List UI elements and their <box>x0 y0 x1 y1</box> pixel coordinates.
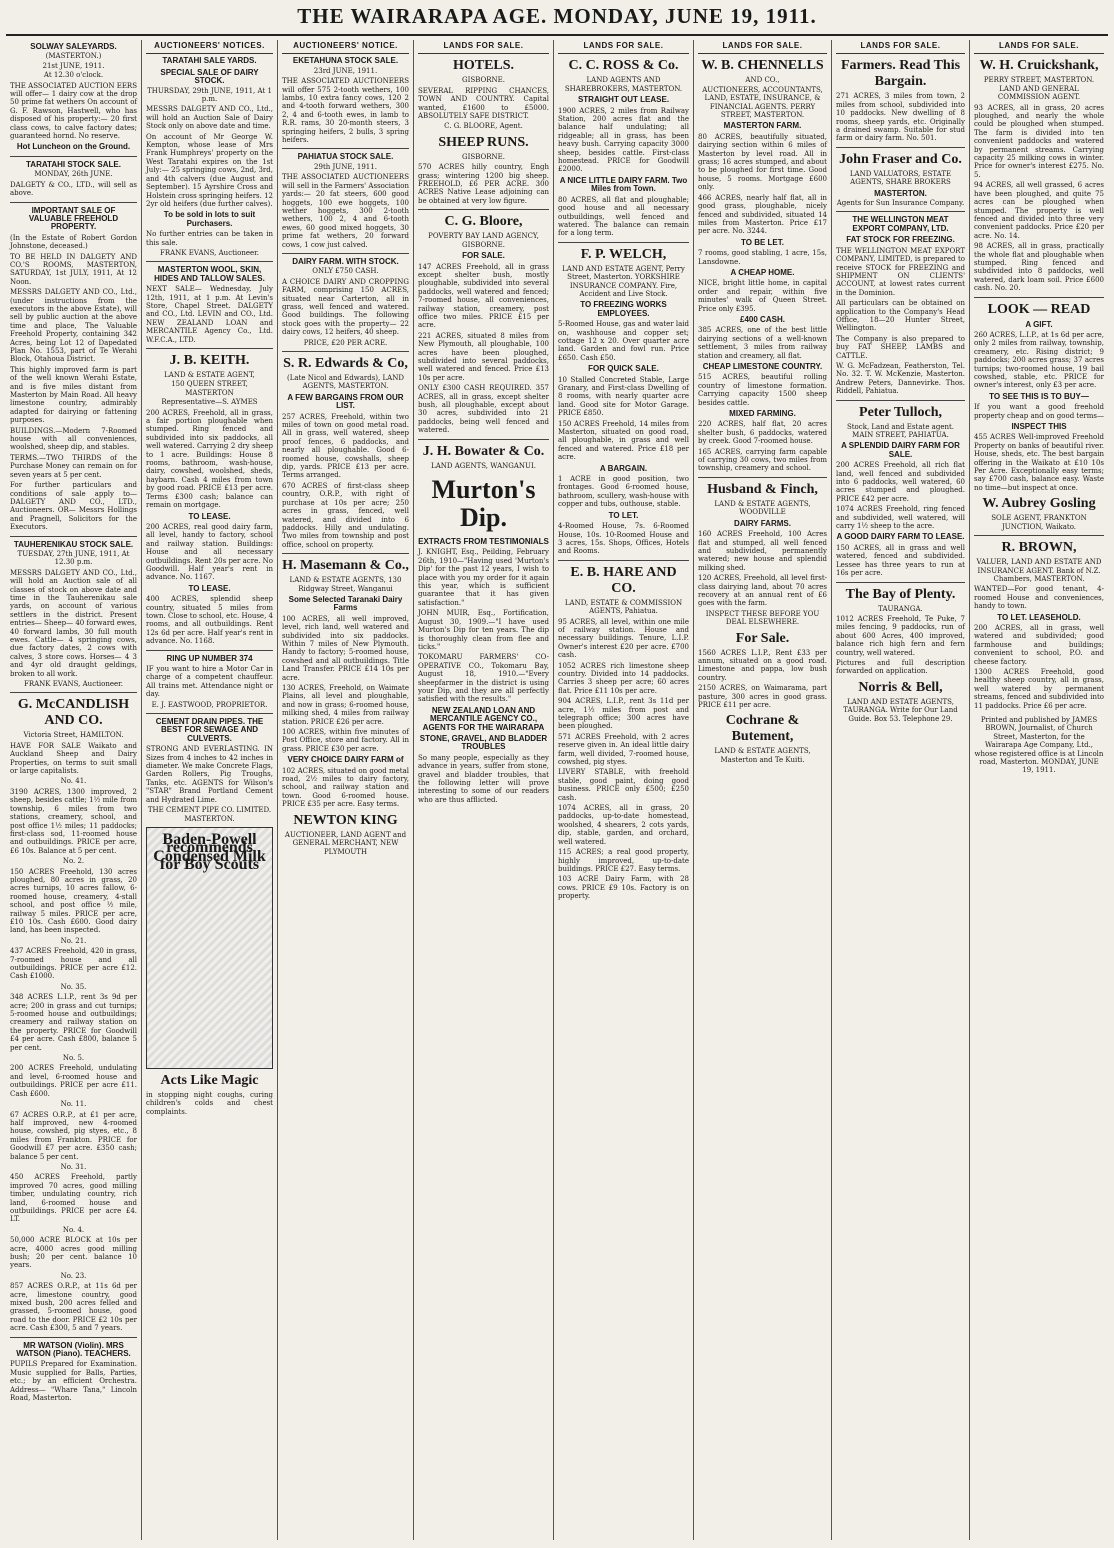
section-heading: A GIFT. <box>1025 319 1053 329</box>
body-paragraph: 200 ACRES, all in grass, well watered and subdivided; good farmhouse and buildings; convenient to school, P.O. and cheese factory. <box>974 623 1104 666</box>
column-header: LANDS FOR SALE. <box>698 40 827 54</box>
divider <box>146 261 273 262</box>
section-heading: MASTERTON FARM. <box>723 121 802 131</box>
illustration-caption: Baden-Powell recommends Condensed Milk for Boy Scouts <box>153 830 266 874</box>
divider <box>836 147 965 148</box>
section-heading: IMPORTANT SALE OF VALUABLE FREEHOLD PROPERTY. <box>28 205 119 232</box>
body-paragraph: in stopping night coughs, curing children's colds and chest complaints. <box>146 1090 273 1116</box>
column-6 <box>694 40 832 1540</box>
subheading: No. 41. <box>60 777 87 786</box>
column-5 <box>554 40 694 1540</box>
section-heading: TO FREEZING WORKS EMPLOYEES. <box>580 300 667 318</box>
advertiser-name: John Fraser and Co. <box>839 151 962 167</box>
body-paragraph: ONLY £300 CASH REQUIRED. 357 ACRES, all in grass, except shelter bush, all ploughable, except about 30 acres, subdivided into 21 paddocks, being well fenced and watered. <box>418 384 549 435</box>
subheading: LAND & ESTATE AGENTS, WOODVILLE <box>714 499 811 517</box>
section-heading: Hot Luncheon on the Ground. <box>16 142 131 152</box>
divider <box>282 253 409 254</box>
body-paragraph: 3190 ACRES, 1300 improved, 2 sheep, besides cattle; 1½ mile from township, 6 miles from two stations, creamery, school, and post office 1½ miles; 11 paddocks; first-class sod, 11-roomed house and outbuildings. PRICE per acre, £6 10s. Balance at 5 per cent. <box>10 787 137 855</box>
section-heading: TO BE LET. <box>741 237 784 247</box>
body-paragraph: 50,000 ACRE BLOCK at 10s per acre, 4000 acres good milling bush; 20 per cent. balance 10 years. <box>10 1236 137 1270</box>
section-heading: TO SEE THIS IS TO BUY— <box>989 391 1089 401</box>
column-4 <box>414 40 554 1540</box>
body-paragraph: 150 ACRES, all in grass and well watered, fenced and subdivided. Lessee has three years to run at 16s per acre. <box>836 543 965 578</box>
section-heading: MASTERTON. <box>874 188 927 198</box>
body-paragraph: 348 ACRES L.I.P., rent 3s 9d per acre; 200 in grass and cut turnips; 5-roomed house and outbuildings; creamery and railway station on the property. PRICE for Goodwill £4 per acre. Cash £800, balance 5 per cent. <box>10 993 137 1052</box>
subheading: No. 21. <box>60 936 87 945</box>
subheading: TUESDAY, 27th JUNE, 1911, At 12.30 p.m. <box>17 549 130 567</box>
body-paragraph: DALGETY & CO., LTD., will sell as above. <box>10 180 137 198</box>
section-heading: MIXED FARMING. <box>729 409 796 419</box>
body-paragraph: Pictures and full description forwarded on application. <box>836 658 965 676</box>
subheading: VALUER, LAND AND ESTATE AND INSURANCE AGENT. Bank of N.Z. Chambers, MASTERTON. <box>976 558 1102 583</box>
body-paragraph: 1074 ACRES, all in grass, 20 paddocks, up-to-date homestead, woolshed, 4 shearers, 2 cots yards, dip, stable, garden, and orchard, well watered. <box>558 804 689 846</box>
divider <box>418 439 549 440</box>
subheading: INSPECT THESE BEFORE YOU DEAL ELSEWHERE. <box>705 609 820 627</box>
subheading: C. G. BLOORE, Agent. <box>444 122 523 131</box>
section-heading: TO LET. <box>608 510 639 520</box>
subheading: No. 31. <box>60 1162 87 1171</box>
body-paragraph: 200 ACRES, real good dairy farm, all level, handy to factory, school and railway station. Buildings: House and all necessary outbuildings. Rent 20s per acre. No Goodwill. Half year's rent in advance. No. 1167. <box>146 522 274 582</box>
body-paragraph: LIVERY STABLE, with freehold stable, good paint, doing good business. PRICE only £500; £250 cash. <box>558 768 689 802</box>
masthead: THE WAIRARAPA AGE. MONDAY, JUNE 19, 1911. <box>297 4 817 28</box>
body-paragraph: 80 ACRES, beautifully situated, dairying section within 6 miles of Masterton by level road. All in grass; 16 acres stumped, and about to be ploughed for first time. Good house, 5 rooms. Mortgage £600 only. <box>698 132 827 192</box>
divider <box>836 211 965 212</box>
advertiser-name: SHEEP RUNS. <box>438 134 529 150</box>
advertiser-name: Peter Tulloch, <box>859 404 942 420</box>
section-heading: TO LEASE. <box>188 511 231 521</box>
column-header: LANDS FOR SALE. <box>558 40 689 54</box>
column-3 <box>278 40 414 1540</box>
advertiser-name: LOOK — READ <box>987 301 1091 317</box>
subheading: LAND, ESTATE & COMMISSION AGENTS, Pahiatua. <box>564 598 683 616</box>
section-heading: A GOOD DAIRY FARM TO LEASE. <box>836 532 965 542</box>
body-paragraph: THE ASSOCIATED AUCTIONEERS will offer 575 2-tooth wethers, 100 lambs, 10 extra fancy cows, 120 2 and 4-tooth forward wethers, 300 2, 4 and 6-tooth ewes, in lamb to R.R. rams, 30 20-month steers, 3 springing heifers, 2 bulls, 3 spring heifers. <box>282 77 409 145</box>
section-heading: FAT STOCK FOR FREEZING. <box>846 235 955 245</box>
body-paragraph: So many people, especially as they advance in years, suffer from stone, gravel and bladder troubles, that the following letter will prove interesting to some of our readers who are thus afflicted. <box>418 753 549 804</box>
subheading: GISBORNE. <box>462 152 505 161</box>
body-paragraph: 1300 ACRES Freehold, good healthy sheep country, all in grass, well watered by permanent streams, fenced and subdivided into 11 paddocks. Price £6 per acre. <box>974 667 1104 710</box>
body-paragraph: 93 ACRES, all in grass, 20 acres ploughed, and nearly the whole could be ploughed when stumped. The farm is divided into ten convenient paddocks and watered by permanent streams. Carrying capacity 25 milking cows in winter. Price for owner's interest £275. No. 5. <box>974 103 1104 179</box>
body-paragraph: PUPILS Prepared for Examination. Music supplied for Balls, Parties, etc.; by an efficient Orchestra. Address— "Whare Tana," Lincoln Road, Masterton. <box>10 1360 137 1403</box>
section-heading: TO LET. LEASEHOLD. <box>997 612 1081 622</box>
divider <box>146 650 273 651</box>
advertiser-name: W. H. Cruickshank, <box>979 58 1099 74</box>
divider <box>974 535 1104 536</box>
advertiser-name: C. C. ROSS & Co. <box>568 58 679 74</box>
section-heading: TARATAHI SALE YARDS. <box>162 56 257 66</box>
body-paragraph: 4-Roomed House, 7s. 6-Roomed House, 10s. 10-Roomed House and 3 acres, 15s. Shops, Offices, Hotels and Rooms. <box>558 522 689 556</box>
divider <box>418 209 549 210</box>
section-heading: SPECIAL SALE OF DAIRY STOCK. <box>160 67 259 86</box>
body-paragraph: 10 Stalled Concreted Stable, Large Granary, and First-class Dwelling of 8 rooms, with nearly quarter acre land. Good site for Motor Garage. PRICE £850. <box>558 375 689 418</box>
section-heading: SOLWAY SALEYARDS. <box>30 42 117 51</box>
column-header: AUCTIONEERS' NOTICES. <box>146 40 273 54</box>
subheading: 23rd JUNE, 1911. <box>313 66 378 75</box>
advertiser-name: H. Masemann & Co., <box>282 558 409 574</box>
column-header: LANDS FOR SALE. <box>418 40 549 54</box>
section-heading: A BARGAIN. <box>599 463 648 473</box>
body-paragraph: SEVERAL RIPPING CHANCES, TOWN AND COUNTRY. Capital wanted, £1600 to £5000. ABSOLUTELY SAFE DISTRICT. <box>418 86 549 121</box>
body-paragraph: For further particulars and conditions of sale apply to— DALGETY AND CO., LTD., Auctioneers. OR— Messrs Hollings and Pragnell, Solicitors for the Executors. <box>10 481 137 532</box>
body-paragraph: If you want a good freehold property cheap and on good terms— <box>974 403 1104 420</box>
section-heading: DAIRY FARM. WITH STOCK. <box>292 256 399 266</box>
divider <box>974 297 1104 298</box>
body-paragraph: (In the Estate of Robert Gordon Johnstone, deceased.) <box>10 233 137 251</box>
body-paragraph: 100 ACRES, all well improved, level, rich land, well watered and subdivided into six paddocks. Within 7 miles of New Plymouth. Handy to factory; 5-roomed house, cowshed and all outbuildings. Title Land Transfer. PRICE £14 10s per acre. <box>282 614 409 682</box>
subheading: THE CEMENT PIPE CO. LIMITED. MASTERTON. <box>147 806 272 823</box>
section-heading: A CHEAP HOME. <box>730 267 795 277</box>
display-headline: Murton's Dip. <box>431 475 536 533</box>
advertiser-name: Norris & Bell, <box>858 679 943 695</box>
body-paragraph: NICE, bright little home, in capital order and repair, within five minutes' walk of Queen Street. Price only £395. <box>698 279 827 313</box>
body-paragraph: 150 ACRES Freehold, 130 acres ploughed, 80 acres in grass, 20 acres turnips, 10 acres fallow, 6-roomed house, creamery, 4-stall school, and post office ½ mile, railway 5 miles. PRICE per acre, £10 10s. Cash £600. Good dairy land, has been inspected. <box>10 867 137 935</box>
body-paragraph: W. G. McFadzean, Featherston, Tel. No. 32. T. W. McKenzie, Masterton. Andrew Peters, Dannevirke. Thos. Riddell, Pahiatua. <box>836 361 965 396</box>
body-paragraph: 103 ACRE Dairy Farm, with 28 cows. PRICE £9 10s. Factory is on property. <box>558 875 689 901</box>
body-paragraph: 115 ACRES; a real good property, highly improved, up-to-date buildings. PRICE £27. Easy terms. <box>558 848 689 873</box>
divider <box>10 202 137 203</box>
subheading: FRANK EVANS, Auctioneer. <box>24 680 123 689</box>
section-heading: THE WELLINGTON MEAT EXPORT COMPANY, LTD. <box>852 215 949 233</box>
body-paragraph: 450 ACRES Freehold, partly improved 70 acres, good milling timber, undulating country, rich land, 6-roomed house and outbuildings. PRICE per acre £4. LT. <box>10 1173 137 1224</box>
advertiser-name: Farmers. Read This Bargain. <box>840 58 961 90</box>
body-paragraph: 221 ACRES, situated 8 miles from New Plymouth, all ploughable, 100 acres have been ploughed, subdivided into several paddocks, well watered and fenced. Price £13 10s per acre. <box>418 331 549 382</box>
body-paragraph: 220 ACRES, half flat, 20 acres shelter bush, 6 paddocks, watered by creek. Good 7-roomed house. <box>698 420 827 446</box>
subheading: (Late Nicol and Edwards), LAND AGENTS, MASTERTON. <box>287 374 404 391</box>
section-heading: A NICE LITTLE DAIRY FARM. Two Miles from Town. <box>559 175 688 194</box>
imprint: Printed and published by JAMES BROWN, Journalist, of Church Street, Masterton, for the Wairarapa Age Company, Ltd., whose registered office is at Lincoln road, Masterton. MONDAY, JUNE 19, 1911. <box>974 716 1104 775</box>
body-paragraph: 1560 ACRES L.I.P., Rent £33 per annum, situated on a good road. Limestone and pappa, low bush country. <box>698 648 827 682</box>
body-paragraph: 102 ACRES, situated on good metal road, 2½ miles to dairy factory, school, and railway station and town. Good 6-roomed house. PRICE £35 per acre. Easy terms. <box>282 766 409 809</box>
body-paragraph: 160 ACRES Freehold, 100 Acres flat and stumped, all well fenced and subdivided, permanently watered; new house and splendid milking shed. <box>698 530 827 572</box>
body-paragraph: 5-Roomed House, gas and water laid on, washhouse and copper set; cottage 12 x 20. Over quarter acre land. Garden and fowl run. Price £650. Cash £50. <box>558 320 689 362</box>
advertiser-name: Acts Like Magic <box>160 1072 259 1088</box>
subheading: SOLE AGENT, FRANKTON JUNCTION, Waikato. <box>991 514 1087 531</box>
body-paragraph: 98 ACRES, all in grass, practically the whole flat and ploughable when stumped. Ring fenced and subdivided into 8 paddocks, well watered, dark loam soil. Price £600 cash. No. 20. <box>974 242 1104 293</box>
body-paragraph: TO BE HELD IN DALGETY AND CO.'S ROOMS, MASTERTON, SATURDAY, 1st JULY, 1911, At 12 Noon. <box>10 252 137 286</box>
section-heading: TARATAHI STOCK SALE. <box>26 159 121 169</box>
section-heading: EKETAHUNA STOCK SALE. <box>292 56 399 66</box>
body-paragraph: THE ASSOCIATED AUCTION EERS will offer— 1 dairy cow at the drop 50 prime fat wethers On account of G. F. Rawson, Hastwell, who has disposed of his property:— 20 first class cows, to calve factory dates; guaranteed hornd. No reserve. <box>10 81 137 141</box>
body-paragraph: All particulars can be obtained on application to the Company's Head Office, 18—20 Hunter Street, Wellington. <box>836 299 965 333</box>
body-paragraph: IF you want to hire a Motor Car in charge of a competent chauffeur. All trains met. Attendance night or day. <box>146 665 273 699</box>
body-paragraph: MESSRS DALGETY AND CO., Ltd., will hold an Auction sale of all classes of stock on above date and time in the Tauherenikau sale yards, on account of various settlers in the district. Present entries— Sheep— 40 forward ewes, 40 forward lambs, 30 full mouth ewes. Cattle— 4 springing cows, due factory dates, 2 cows with calves, 3 store cows. Horses— 4 3 and 4yr old draught geldings, broken to all work. <box>10 568 137 678</box>
divider <box>146 348 273 349</box>
column-8 <box>970 40 1108 1540</box>
divider <box>10 1337 137 1338</box>
subheading: THURSDAY, 29th JUNE, 1911, At 1 p.m. <box>147 86 272 104</box>
body-paragraph: BUILDINGS.—Modern 7-Roomed house with all conveniences, woolshed, sheep dip, and stables. <box>10 426 137 452</box>
body-paragraph: WANTED—For good tenant, 4-roomed House and conveniences, handy to town. <box>974 585 1104 611</box>
body-paragraph: 257 ACRES, Freehold, within two miles of town on good metal road. All in grass, well watered, sheep proof fences, 6 paddocks, and nearly all ploughable. Good 6-roomed house, cowshalls, sheep dip, yards. PRICE £13 per acre. Terms arranged. <box>282 412 409 480</box>
advertiser-name: The Bay of Plenty. <box>845 586 956 602</box>
section-heading: PAHIATUA STOCK SALE. <box>297 152 394 162</box>
column-header: AUCTIONEERS' NOTICE. <box>282 40 409 54</box>
subheading: LAND & ESTATE AGENT, <box>164 371 255 379</box>
section-heading: CEMENT DRAIN PIPES. THE BEST FOR SEWAGE AND CULVERTS. <box>155 717 264 743</box>
divider <box>282 351 409 352</box>
body-paragraph: 571 ACRES Freehold, with 2 acres reserve given in. An ideal little dairy farm, well divided, 7-roomed house, cowshed, pig styes. <box>558 732 689 767</box>
body-paragraph: 466 ACRES, nearly half flat, all in good grass, ploughable, nicely fenced and subdivided, situated 14 miles from Masterton. Price £17 per acre. No. 3244. <box>698 193 827 236</box>
body-paragraph: 130 ACRES, Freehold, on Waimate Plains, all level and ploughable, and now in grass; 6-roomed house, milking shed, 4 miles from railway station. PRICE £26 per acre. <box>282 684 409 726</box>
section-heading: TO LEASE. <box>188 583 231 593</box>
advertiser-name: Cochrane & Butement, <box>725 713 800 745</box>
body-paragraph: 455 ACRES Well-improved Freehold Property on banks of beautiful river. House, sheds, etc. The best bargain offering in the Waikato at £10 10s Per Acre. Exceptionally easy terms; say £700 cash, balance easy. Waste no time—but inspect at once. <box>974 433 1104 492</box>
subheading: MONDAY, 26th JUNE. <box>34 170 113 179</box>
body-paragraph: This highly improved farm is part of the well known Werahi Estate, and is five miles distant from Masterton by Main Road. All heavy limestone country, admirably adapted for dairying or fattening purposes. <box>10 365 137 425</box>
subheading: E. J. EASTWOOD, PROPRIETOR. <box>151 700 268 709</box>
body-paragraph: 260 ACRES, L.I.P., at 1s 6d per acre, only 2 miles from railway, township, creamery, etc. Rising district; 9 paddocks; 200 acres grass; 37 acres turnips; two-roomed house, 19 bail cowshed, stable, etc. PRICE for owner's interest, only £3 per acre. <box>974 330 1104 390</box>
body-paragraph: 94 ACRES, all well grassed, 6 acres have been ploughed, and quite 75 acres can be ploughed when stumped. The property is well fenced and divided into three very convenient paddocks. Price £20 per acre. No. 14. <box>974 181 1104 240</box>
body-paragraph: On account of Mr George W. Kempton, whose lease of Mrs Frank Humphreys' property on the West Taratahi expires on the 1st July:— 25 springing cows, 2nd, 3rd, and 4th calvers (due August and September). 15 Ayrshire Cross and Holstein cross springing heifers. 12 2yr old heifers (due further calves). <box>146 132 273 208</box>
body-paragraph: 857 ACRES O.R.P., at 11s 6d per acre, limestone country, good mixed bush, 200 acres felled and grassed, 5-roomed house, good road to the door. PRICE £2 10s per acre. Cash £300, 5 and 7 years. <box>10 1282 137 1333</box>
subheading: No. 4. <box>62 1225 85 1234</box>
subheading: AUCTIONEER, LAND AGENT and GENERAL MERCHANT, NEW PLYMOUTH <box>284 830 407 856</box>
divider <box>146 713 273 714</box>
advertiser-name: HOTELS. <box>452 58 515 74</box>
newspaper-columns <box>6 40 1108 1540</box>
subheading: LAND & ESTATE AGENTS, 130 Ridgway Street, Wanganui <box>289 576 402 593</box>
body-paragraph: 1052 ACRES rich limestone sheep country. Divided into 14 paddocks. Carries 3 sheep per acre; 60 acres flat. Price £11 10s per acre. <box>558 661 689 695</box>
body-paragraph: 670 ACRES of first-class sheep country, O.R.P., with right of purchase at 10s per acre; 250 acres in grass, fenced, well watered, and divided into 6 paddocks. Hilly and undulating. Two miles from township and post office, school on property. <box>282 481 409 549</box>
subheading: LAND & ESTATE AGENTS, Masterton and Te Kuiti. <box>714 747 811 764</box>
body-paragraph: HAVE FOR SALE Waikato and Auckland Sheep and Dairy Properties, on terms to suit small or large capitalists. <box>10 741 137 776</box>
subheading: FRANK EVANS, Auctioneer. <box>160 248 259 257</box>
subheading: Victoria Street, HAMILTON. <box>23 731 124 740</box>
divider <box>282 148 409 149</box>
subheading: LAND VALUATORS, ESTATE AGENTS, SHARE BROKERS <box>849 169 952 187</box>
section-heading: To be sold in lots to suit Purchasers. <box>163 210 256 228</box>
advertiser-name: For Sale. <box>735 630 790 646</box>
body-paragraph: 95 ACRES, all level, within one mile of railway station. House and necessary buildings. Tenure, L.I.P. Owner's interest £20 per acre. £700 cash. <box>558 617 689 660</box>
body-paragraph: MESSRS DALGETY AND CO., Ltd., (under instructions from the executors in the above Estate), will sell by public auction at the above time and place, The Valuable Freehold Property, containing 342 Acres, being Lot 12 of Dapedated Plan No. 1553, part of Te Werahi Block, Otahoua District. <box>10 288 137 364</box>
section-heading: RING UP NUMBER 374 <box>166 653 253 663</box>
body-paragraph: 1012 ACRES Freehold, Te Puke, 7 miles fencing, 9 paddocks, run of about 600 Acres, 400 improved, balance rich high fern and fern country, well watered. <box>836 614 965 657</box>
section-heading: A SPLENDID DAIRY FARM FOR SALE. <box>841 441 960 459</box>
body-paragraph: THE WELLINGTON MEAT EXPORT COMPANY, LIMITED, is prepared to receive STOCK for FREEZING and SHIPMENT ON CLIENTS' ACCOUNT, at lowest rates current in the Dominion. <box>836 246 965 297</box>
body-paragraph: THE ASSOCIATED AUCTIONEERS will sell in the Farmers' Association yards:— 20 fat steers, 600 good hoggets, 100 ewe hoggets, 100 wether hoggets, 300 2-tooth wethers, 100 2, 4 and 6-tooth ewes, 60 good mixed hoggets, 30 prime fat wethers, 20 forward cows, 1 cow just calved. <box>282 173 409 249</box>
body-paragraph: 1900 ACRES, 2 miles from Railway Station, 200 acres flat and the balance half undulating; all ridgeable; all in grass, has been heavy bush. Carrying capacity 3000 sheep, besides cattle. First-class homestead. PRICE for Goodwill £2000. <box>558 106 689 174</box>
section-heading: A FEW BARGAINS FROM OUR LIST. <box>287 392 404 411</box>
advertiser-name: Husband & Finch, <box>707 481 818 497</box>
section-heading: FOR SALE. <box>462 251 505 261</box>
body-paragraph: TERMS.—TWO THIRDS of the Purchase Money can remain on for seven years at 5 per cent. <box>10 453 137 479</box>
body-paragraph: The Company is also prepared to buy FAT SHEEP, LAMBS and CATTLE. <box>836 334 965 360</box>
body-paragraph: 1 ACRE in good position, two frontages. Good 6-roomed house, bathroom, scullery, wash-house with copper and tubs, outhouse, stable. <box>558 475 689 509</box>
subheading: Agents for Sun Insurance Company. <box>836 199 965 208</box>
subheading: No. 11. <box>60 1100 87 1109</box>
body-paragraph: 120 ACRES, Freehold, all level first-class dairying land, about 70 acres recovery at an annual rent of £6 goes with the farm. <box>698 574 827 608</box>
section-heading: INSPECT THIS <box>1011 422 1067 432</box>
section-heading: MR WATSON (Violin). MRS WATSON (Piano). TEACHERS. <box>16 1340 131 1359</box>
body-paragraph: NEXT SALE— Wednesday, July 12th, 1911, at 1 p.m. At Levin's Store, Chapel Street. DALGETY and CO., Ltd. LEVIN and CO., Ltd. NEW ZEALAND LOAN and MERCANTILE Agency Co., Ltd. W.F.C.A., LTD. <box>146 285 273 344</box>
subheading: 150 QUEEN STREET, MASTERTON <box>171 380 248 397</box>
divider <box>558 560 689 561</box>
subheading: AUCTIONEERS, ACCOUNTANTS, LAND, ESTATE, INSURANCE, & FINANCIAL AGENTS. PERRY STREET, MASTERTON. <box>702 85 823 120</box>
body-paragraph: 67 ACRES O.R.P., at £1 per acre, half improved, new 4-roomed house, cowshed, pig styes, etc., 8 miles from Frankton. PRICE for Goodwill £7 per acre. £350 cash; balance 5 per cent. <box>10 1110 137 1161</box>
advertiser-name: F. P. WELCH, <box>580 246 667 262</box>
body-paragraph: 2150 ACRES, on Waimarama, part pasture, 300 acres in good grass. PRICE £11 per acre. <box>698 684 827 709</box>
body-paragraph: STRONG AND EVERLASTING. IN Sizes from 4 inches to 42 inches in diameter. We make Concrete Flags, Garden Rollers, Pig Troughs, Tanks, etc. AGENTS for Wilson's "STAR" Brand Portland Cement and Hydrated Lime. <box>146 745 273 804</box>
advertiser-name: S. R. Edwards & Co, <box>283 356 408 371</box>
subheading: POVERTY BAY LAND AGENCY, GISBORNE. <box>428 232 539 249</box>
body-paragraph: 570 ACRES hilly country, Engh grass; wintering 1200 big sheep. FREEHOLD, £6 PER ACRE. 300 ACRES Native Lease adjoining can be obtained at very low figure. <box>418 163 549 205</box>
subheading: No. 2. <box>62 857 85 866</box>
subheading: ONLY £750 CASH. <box>312 267 379 276</box>
section-heading: MASTERTON WOOL, SKIN, HIDES AND TALLOW SALES. <box>154 265 265 283</box>
advertiser-name: R. BROWN, <box>1001 540 1077 556</box>
section-heading: STRAIGHT OUT LEASE. <box>577 95 670 105</box>
divider <box>836 400 965 401</box>
subheading: No. 35. <box>60 982 87 991</box>
divider <box>698 477 827 478</box>
column-2 <box>142 40 278 1540</box>
body-paragraph: No further entries can be taken in this sale. <box>146 230 273 247</box>
section-heading: EXTRACTS FROM TESTIMONIALS <box>418 537 549 547</box>
divider <box>10 692 137 693</box>
subheading: No. 23. <box>60 1271 87 1280</box>
divider <box>836 582 965 583</box>
body-paragraph: 437 ACRES Freehold, 420 in grass, 7-roomed house and all outbuildings. PRICE per acre £12. Cash £1000. <box>10 947 137 981</box>
body-paragraph: 200 ACRES, Freehold, all in grass, a fair portion ploughable when stumped. Ring fenced and subdivided into six paddocks, all well watered. Carrying 2 dry sheep to 1 acre. Buildings: House 8 rooms, bathroom, wash-house, dairy, cowshed, woolshed, sheds, haybarn. Cash 4 miles from town by good road. PRICE £13 per acre. Terms £300 cash; balance can remain on mortgage. <box>146 408 273 510</box>
column-header: LANDS FOR SALE. <box>974 40 1104 54</box>
section-heading: VERY CHOICE DAIRY FARM of <box>287 755 404 765</box>
section-heading: STONE, GRAVEL, AND BLADDER TROUBLES <box>419 733 548 752</box>
advertiser-name: W. Aubrey Gosling <box>982 496 1096 512</box>
section-heading: TAUHERENIKAU STOCK SALE. <box>13 539 134 549</box>
body-paragraph: J. KNIGHT, Esq., Peilding, February 26th, 1910—"Having used 'Murton's Dip' for the past 12 years, I wish to place with you my order for it again this year, which is sufficient guarantee that it has given satisfaction." <box>418 548 549 607</box>
subheading: No. 5. <box>62 1054 85 1063</box>
subheading: LAND AGENTS AND SHAREBROKERS, MASTERTON. <box>564 76 683 93</box>
section-heading: FOR QUICK SALE. <box>588 364 659 374</box>
subheading: PERRY STREET, MASTERTON. LAND AND GENERAL COMMISSION AGENT. <box>983 76 1095 102</box>
masthead-rule <box>6 34 1108 36</box>
subheading: AND CO., <box>745 76 780 85</box>
subheading: (MASTERTON.) <box>45 52 102 61</box>
advertiser-name: C. G. Bloore, <box>444 214 523 230</box>
body-paragraph: 147 ACRES Freehold, all in grass except shelter bush, mostly ploughable, subdivided into several paddocks, well watered and fenced; 7-roomed house, all conveniences, railway station, creamery, post office two miles. PRICE £15 per acre. <box>418 262 549 330</box>
body-paragraph: 904 ACRES, L.I.P., rent 3s 11d per acre, 1½ miles from post and telegraph office; 300 acres have been ploughed. <box>558 697 689 731</box>
body-paragraph: 165 ACRES, carrying farm capable of carrying 30 cows, two miles from township, creamery and school. <box>698 447 827 473</box>
subheading: LAND AGENTS, WANGANUI. <box>431 461 536 470</box>
body-paragraph: 200 ACRES Freehold, undulating and level, 6-roomed house and outbuildings. PRICE per acre £11. Cash £600. <box>10 1064 137 1098</box>
divider <box>282 553 409 554</box>
advertiser-name: NEWTON KING <box>293 812 398 828</box>
subheading: PRICE, £20 PER ACRE. <box>303 338 388 347</box>
body-paragraph: 200 ACRES Freehold, all rich flat land, well fenced and subdivided into 6 paddocks, well watered, 60 acres stumped and ploughed. PRICE £42 per acre. <box>836 461 965 503</box>
subheading: LAND AND ESTATE AGENT, Perry Street, Masterton. YORKSHIRE INSURANCE COMPANY. Fire, Accident and Live Stock. <box>562 264 685 298</box>
body-paragraph: 7 rooms, good stabling, 1 acre, 15s, Lansdowne. <box>698 249 827 266</box>
body-paragraph: 150 ACRES Freehold, 14 miles from Masterton, situated on good road, all ploughable, in grass and well fenced and watered. Price £18 per acre. <box>558 419 689 462</box>
body-paragraph: 400 ACRES, splendid sheep country, situated 5 miles from town. Close to school, etc. House, 4 rooms, and all outbuildings. Rent 12s 6d per acre. Half year's rent in advance. No. 1168. <box>146 595 273 646</box>
section-heading: CHEAP LIMESTONE COUNTRY. <box>702 362 823 371</box>
column-header: LANDS FOR SALE. <box>836 40 965 54</box>
subheading: 29th JUNE, 1911. <box>314 162 377 171</box>
body-paragraph: 385 ACRES, one of the best little dairying sections of a well-known settlement, 3 miles from railway station and creamery, all flat. <box>698 326 827 360</box>
section-heading: Some Selected Taranaki Dairy Farms <box>288 594 403 613</box>
divider <box>10 156 137 157</box>
divider <box>10 536 137 537</box>
subheading: Stock, Land and Estate agent. MAIN STREET, PAHIATUA. <box>846 422 955 439</box>
column-7 <box>832 40 970 1540</box>
advertisement-illustration <box>146 827 273 1069</box>
subheading: LAND AND ESTATE AGENTS, TAURANGA. Write for Our Land Guide. Box 53. Telephone 29. <box>843 697 958 723</box>
body-paragraph: 100 ACRES, within five minutes of Post Office, store and factory. All in grass. PRICE £30 per acre. <box>282 728 409 753</box>
body-paragraph: JOHN MUIR, Esq., Fortification, August 30, 1909.—"I have used Murton's Dip for ten years. The dip is thoroughly clean from flee and ticks." <box>418 609 549 651</box>
section-heading: NEW ZEALAND LOAN AND MERCANTILE AGENCY CO., AGENTS FOR THE WAIRARAPA <box>422 705 545 732</box>
subheading: TAURANGA. <box>878 604 923 613</box>
advertiser-name: J. B. KEITH. <box>169 353 250 368</box>
section-heading: £400 CASH. <box>740 314 785 324</box>
divider <box>558 242 689 243</box>
body-paragraph: A CHOICE DAIRY AND CROPPING FARM, comprising 150 ACRES, situated near Carterton, all in grass, well fenced and watered. Good buildings. The following stock goes with the property— 22 dairy cows, 12 heifers, 40 sheep. <box>282 277 409 337</box>
subheading: At 12.30 o'clock. <box>43 71 104 80</box>
subheading: GISBORNE. <box>462 76 505 85</box>
advertiser-name: J. H. Bowater & Co. <box>422 443 545 459</box>
body-paragraph: 1074 ACRES Freehold, ring fenced and subdivided, well watered, will carry 1½ sheep to the acre. <box>836 505 965 531</box>
advertiser-name: W. B. CHENNELLS <box>701 58 824 74</box>
body-paragraph: 271 ACRES, 3 miles from town, 2 miles from school, subdivided into 10 paddocks. New dwelling of 8 rooms, sheep yards, etc. Originally a drained swamp. Suitable for stud farm or dairy farm. No. 501. <box>836 92 965 143</box>
section-heading: DAIRY FARMS. <box>734 518 791 528</box>
body-paragraph: TOKOMARU FARMERS' CO-OPERATIVE CO., Tokomaru Bay, August 18, 1910.—"Every sheepfarmer in the district is using your Dip, and they are all perfectly satisfied with the results." <box>418 653 549 704</box>
body-paragraph: MESSRS DALGETY AND CO., Ltd., will hold an Auction Sale of Dairy Stock only on above date and time. <box>146 105 273 131</box>
subheading: Representative—S. AYMES <box>161 398 258 407</box>
body-paragraph: 80 ACRES, all flat and ploughable; good house and all necessary outbuildings, well fenced and watered. The balance can remain for a long term. <box>558 195 689 238</box>
subheading: 21st JUNE, 1911. <box>42 61 105 70</box>
body-paragraph: 515 ACRES, beautiful rolling country of limestone formation. Carrying capacity 1500 sheep besides cattle. <box>698 373 827 407</box>
column-1 <box>6 40 142 1540</box>
advertiser-name: E. B. HARE AND CO. <box>570 564 677 596</box>
advertiser-name: G. McCANDLISH AND CO. <box>17 697 130 729</box>
